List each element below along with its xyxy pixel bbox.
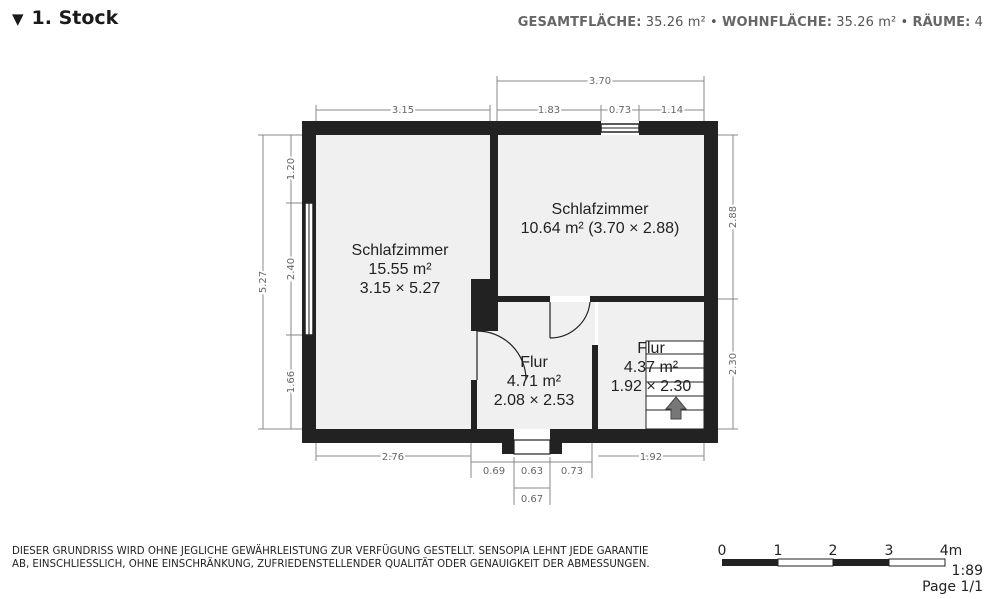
room-area: 4.37 m² — [623, 359, 679, 376]
dim-top-seg1: 1.83 — [537, 105, 561, 116]
room-dims: 1.92 × 2.30 — [610, 378, 692, 395]
scale-bar — [700, 538, 990, 578]
dim-right-seg1: 2.88 — [728, 205, 739, 229]
living-area-value: 35.26 m² — [836, 15, 897, 30]
dim-left-seg2: 2.40 — [286, 257, 297, 281]
room-name: Flur — [637, 340, 665, 357]
room-area: 4.71 m² — [506, 373, 562, 390]
disclaimer-text — [12, 545, 692, 571]
scale-tick-label: 0 — [717, 543, 727, 559]
disclaimer-line: AB, EINSCHLIESSLICH, OHNE EINSCHRÄNKUNG, ZUFRIEDENSTELLENDER QUALITÄT ODER GENAUIGKEIT DER ABMESSUNGEN. — [12, 559, 650, 570]
room-dims: 2.08 × 2.53 — [493, 392, 575, 409]
rooms-count-label: RÄUME: — [912, 15, 971, 30]
dim-right-seg2: 2.30 — [728, 352, 739, 376]
page-indicator: Page 1/1 — [922, 579, 983, 595]
dim-left-seg3: 1.66 — [286, 370, 297, 394]
collapse-triangle-icon[interactable]: ▼ — [12, 10, 24, 28]
scale-tick-label: 3 — [884, 543, 894, 559]
dim-top-seg2: 0.73 — [608, 105, 632, 116]
window-left — [305, 203, 313, 335]
entrance-door[interactable] — [514, 440, 550, 454]
total-area-value: 35.26 m² — [645, 15, 706, 30]
dim-bottom-left: 2.76 — [381, 452, 405, 463]
dim-bottom-seg3: 0.73 — [560, 466, 584, 477]
dim-top-overall: 3.70 — [588, 76, 612, 87]
total-area-label: GESAMTFLÄCHE: — [517, 15, 642, 30]
room-area: 10.64 m² (3.70 × 2.88) — [520, 220, 680, 237]
scale-tick-label: 2 — [828, 543, 838, 559]
scale-ratio: 1:89 — [951, 563, 983, 578]
room-area: 15.55 m² — [368, 261, 432, 278]
dim-bottom-seg1: 0.69 — [482, 466, 506, 477]
window-top — [601, 124, 639, 132]
dim-top-left: 3.15 — [391, 105, 415, 116]
scale-tick-label: 4m — [939, 543, 963, 559]
room-name: Schlafzimmer — [551, 201, 649, 218]
dim-bottom-right: 1.92 — [639, 452, 663, 463]
scale-segments — [722, 559, 945, 566]
summary-separator: • — [710, 15, 718, 30]
room-dims: 3.15 × 5.27 — [359, 280, 441, 297]
dim-top-seg3: 1.14 — [660, 105, 684, 116]
scale-tick-label: 1 — [773, 543, 783, 559]
disclaimer-line: DIESER GRUNDRISS WIRD OHNE JEGLICHE GEWÄHRLEISTUNG ZUR VERFÜGUNG GESTELLT. SENSOPIA LEHNT JEDE GARANTIE — [12, 546, 649, 557]
room-name: Schlafzimmer — [351, 242, 449, 259]
room-name: Flur — [520, 354, 548, 371]
dim-bottom-door: 0.67 — [520, 494, 544, 505]
dim-bottom-seg2: 0.63 — [520, 466, 544, 477]
summary-separator: • — [900, 15, 909, 30]
floor-title: 1. Stock — [31, 7, 119, 29]
dim-left-seg1: 1.20 — [286, 157, 297, 181]
living-area-label: WOHNFLÄCHE: — [722, 15, 833, 30]
dim-left-overall: 5.27 — [258, 270, 269, 294]
rooms-count-value: 4 — [974, 15, 983, 30]
